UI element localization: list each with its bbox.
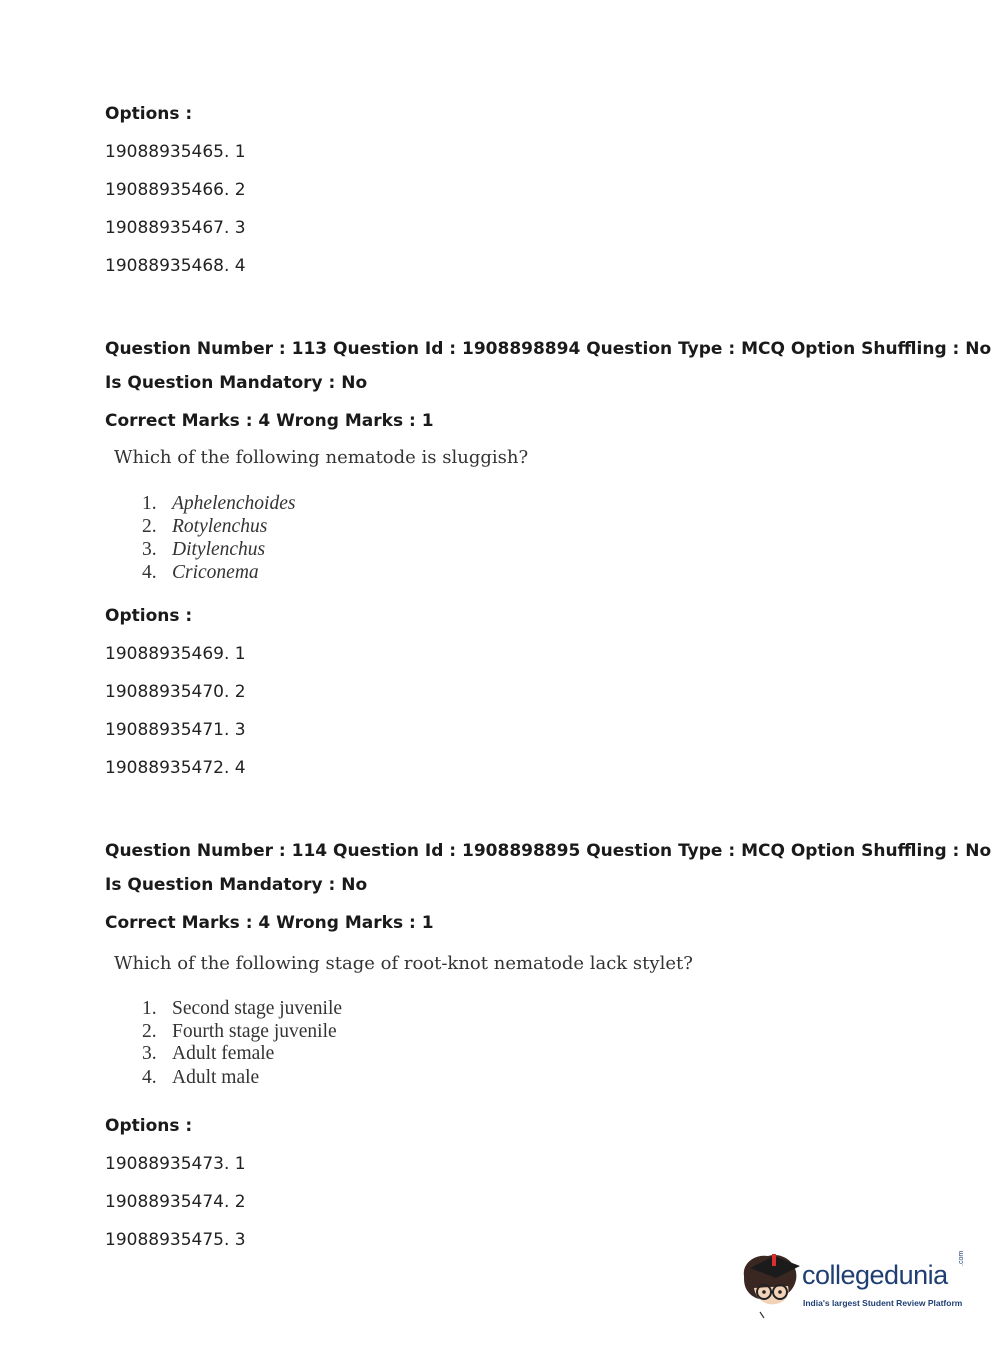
choice-item bbox=[142, 1043, 274, 1065]
option-id: 19088935473. 1 bbox=[105, 1154, 246, 1174]
choice-item bbox=[142, 539, 265, 561]
choice-number: 4. bbox=[142, 562, 157, 583]
question-header: Question Number : 113 Question Id : 1908898894 Question Type : MCQ Option Shuffling : No bbox=[105, 339, 992, 359]
question-marks: Correct Marks : 4 Wrong Marks : 1 bbox=[105, 913, 434, 933]
choice-text: Criconema bbox=[172, 562, 259, 583]
choice-item bbox=[142, 516, 267, 538]
brand-dotcom: .com bbox=[958, 1250, 965, 1266]
brand-tagline: India's largest Student Review Platform bbox=[803, 1298, 963, 1308]
choice-number: 4. bbox=[142, 1067, 157, 1088]
question-marks: Correct Marks : 4 Wrong Marks : 1 bbox=[105, 411, 434, 431]
option-id: 19088935469. 1 bbox=[105, 644, 246, 664]
choice-text: Adult female bbox=[172, 1043, 275, 1064]
choice-item bbox=[142, 1067, 259, 1089]
mascot-icon bbox=[740, 1246, 802, 1322]
options-label: Options : bbox=[105, 1116, 193, 1136]
choice-number: 3. bbox=[142, 1043, 157, 1064]
choice-text: Rotylenchus bbox=[172, 516, 268, 537]
option-id: 19088935466. 2 bbox=[105, 180, 246, 200]
question-mandatory: Is Question Mandatory : No bbox=[105, 875, 368, 895]
option-id: 19088935472. 4 bbox=[105, 758, 246, 778]
choice-item bbox=[142, 562, 259, 584]
option-id: 19088935465. 1 bbox=[105, 142, 246, 162]
question-text: Which of the following nematode is sluggish? bbox=[114, 447, 529, 468]
choice-number: 1. bbox=[142, 493, 157, 514]
options-label: Options : bbox=[105, 104, 193, 124]
choice-text: Aphelenchoides bbox=[172, 493, 296, 514]
option-id: 19088935470. 2 bbox=[105, 682, 246, 702]
option-id: 19088935474. 2 bbox=[105, 1192, 246, 1212]
choice-item bbox=[142, 1021, 337, 1043]
choice-text: Adult male bbox=[172, 1067, 260, 1088]
choice-item bbox=[142, 998, 342, 1020]
choice-item bbox=[142, 493, 295, 515]
option-id: 19088935467. 3 bbox=[105, 218, 246, 238]
choice-number: 2. bbox=[142, 1021, 157, 1042]
option-id: 19088935468. 4 bbox=[105, 256, 246, 276]
options-label: Options : bbox=[105, 606, 193, 626]
choice-text: Second stage juvenile bbox=[172, 998, 343, 1019]
choice-number: 2. bbox=[142, 516, 157, 537]
choice-text: Fourth stage juvenile bbox=[172, 1021, 337, 1042]
option-id: 19088935471. 3 bbox=[105, 720, 246, 740]
choice-number: 3. bbox=[142, 539, 157, 560]
brand-name: collegedunia bbox=[802, 1260, 948, 1290]
question-text: Which of the following stage of root-knot nematode lack stylet? bbox=[114, 953, 693, 974]
question-header: Question Number : 114 Question Id : 1908898895 Question Type : MCQ Option Shuffling : No bbox=[105, 841, 992, 861]
option-id: 19088935475. 3 bbox=[105, 1230, 246, 1250]
collegedunia-logo bbox=[740, 1246, 975, 1322]
choice-number: 1. bbox=[142, 998, 157, 1019]
question-mandatory: Is Question Mandatory : No bbox=[105, 373, 368, 393]
choice-text: Ditylenchus bbox=[172, 539, 266, 560]
